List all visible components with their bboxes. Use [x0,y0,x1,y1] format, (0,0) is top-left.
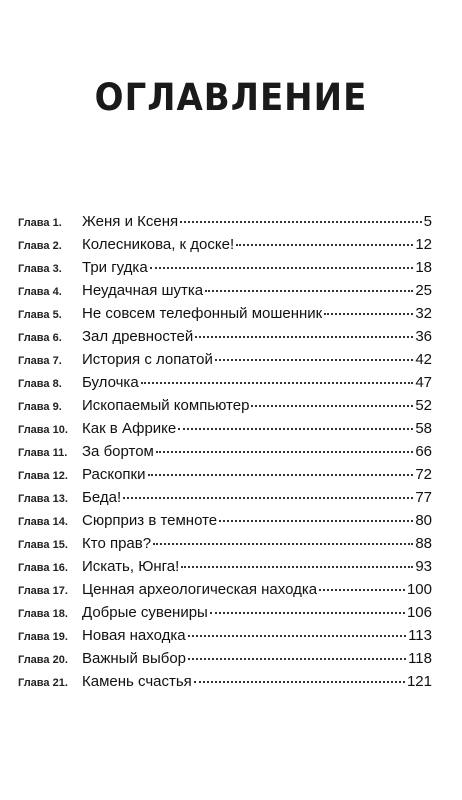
toc-entry [18,394,432,417]
chapter-title: Зал древностей [82,328,194,345]
dot-leader [324,313,413,315]
chapter-number: Глава 3. [18,263,62,275]
chapter-title: Как в Африке [82,420,177,437]
dot-leader [148,474,414,476]
chapter-page-number: 58 [415,420,432,437]
chapter-page-number: 47 [415,374,432,391]
toc-entry [18,325,432,348]
chapter-page-number: 106 [406,604,432,621]
dot-leader [205,290,413,292]
dot-leader [178,428,413,430]
dot-leader [150,267,414,269]
chapter-title: Искать, Юнга! [82,558,180,575]
toc-entry [18,555,432,578]
chapter-number: Глава 10. [18,424,68,436]
chapter-page-number: 66 [415,443,432,460]
chapter-page-number: 77 [415,489,432,506]
dot-leader [188,635,407,637]
chapter-number: Глава 13. [18,493,68,505]
chapter-title: Раскопки [82,466,146,483]
chapter-page-number: 36 [415,328,432,345]
chapter-title: Три гудка [82,259,148,276]
chapter-number: Глава 7. [18,355,62,367]
toc-entry [18,279,432,302]
toc-entry [18,578,432,601]
toc-entry [18,601,432,624]
chapter-page-number: 100 [406,581,432,598]
dot-leader [319,589,405,591]
chapter-title: Ценная археологическая находка [82,581,318,598]
page-title: ОГЛАВЛЕНИЕ [94,76,368,120]
chapter-page-number: 12 [415,236,432,253]
dot-leader [188,658,406,660]
dot-leader [181,566,413,568]
toc-entry [18,670,432,693]
dot-leader [156,451,413,453]
chapter-page-number: 93 [415,558,432,575]
toc-entry [18,532,432,555]
dot-leader [123,497,413,499]
chapter-title: Ископаемый компьютер [82,397,250,414]
toc-entry [18,210,432,233]
dot-leader [141,382,414,384]
dot-leader [236,244,413,246]
chapter-page-number: 88 [415,535,432,552]
chapter-number: Глава 19. [18,631,68,643]
chapter-title: За бортом [82,443,154,460]
chapter-title: Неудачная шутка [82,282,204,299]
dot-leader [180,221,422,223]
chapter-page-number: 80 [415,512,432,529]
chapter-page-number: 18 [415,259,432,276]
toc-entry [18,463,432,486]
chapter-number: Глава 8. [18,378,62,390]
dot-leader [210,612,405,614]
chapter-page-number: 32 [415,305,432,322]
toc-entry [18,417,432,440]
toc-entry [18,647,432,670]
chapter-page-number: 121 [406,673,432,690]
chapter-title: Женя и Ксеня [82,213,179,230]
chapter-number: Глава 11. [18,447,68,459]
chapter-number: Глава 14. [18,516,68,528]
chapter-number: Глава 21. [18,677,68,689]
chapter-number: Глава 16. [18,562,68,574]
chapter-title: Не совсем телефонный мошенник [82,305,323,322]
chapter-page-number: 113 [408,627,432,644]
chapter-title: Добрые сувениры [82,604,208,621]
toc-entry [18,509,432,532]
chapter-title: Колесникова, к доске! [82,236,235,253]
chapter-number: Глава 6. [18,332,62,344]
toc-entry [18,440,432,463]
toc-entry [18,256,432,279]
chapter-number: Глава 9. [18,401,62,413]
chapter-number: Глава 5. [18,309,62,321]
toc-entry [18,302,432,325]
chapter-page-number: 25 [415,282,432,299]
chapter-number: Глава 1. [18,217,62,229]
chapter-number: Глава 2. [18,240,62,252]
chapter-number: Глава 17. [18,585,68,597]
chapter-number: Глава 20. [18,654,68,666]
toc-entry [18,624,432,647]
dot-leader [251,405,413,407]
toc-entry [18,486,432,509]
chapter-number: Глава 18. [18,608,68,620]
table-of-contents [18,210,432,693]
chapter-page-number: 42 [415,351,432,368]
dot-leader [215,359,413,361]
chapter-number: Глава 4. [18,286,62,298]
chapter-number: Глава 12. [18,470,68,482]
chapter-page-number: 118 [408,650,432,667]
chapter-title: Беда! [82,489,122,506]
chapter-title: Важный выбор [82,650,187,667]
chapter-title: Сюрприз в темноте [82,512,218,529]
chapter-title: Новая находка [82,627,186,644]
dot-leader [195,336,413,338]
toc-entry [18,371,432,394]
dot-leader [194,681,405,683]
chapter-page-number: 5 [423,213,432,230]
chapter-number: Глава 15. [18,539,68,551]
chapter-title: История с лопатой [82,351,213,368]
toc-entry [18,348,432,371]
chapter-page-number: 52 [415,397,432,414]
chapter-title: Камень счастья [82,673,192,690]
chapter-title: Булочка [82,374,139,391]
chapter-page-number: 72 [415,466,432,483]
chapter-title: Кто прав? [82,535,152,552]
dot-leader [153,543,413,545]
toc-entry [18,233,432,256]
dot-leader [219,520,413,522]
